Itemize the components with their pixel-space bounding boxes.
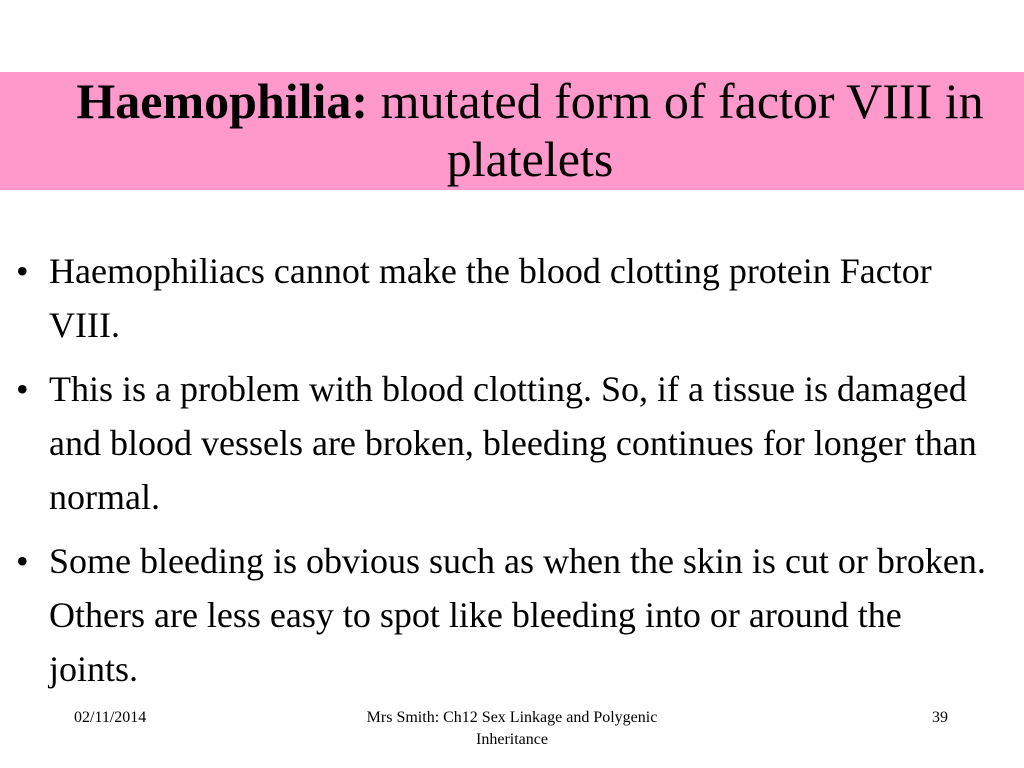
bullet-text-1: Haemophiliacs cannot make the blood clotting protein Factor VIII. (49, 251, 932, 345)
bullet-icon: • (16, 541, 29, 581)
bullet-icon: • (16, 369, 29, 409)
slide-title (0, 72, 1024, 188)
bullet-text-2: This is a problem with blood clotting. So, if a tissue is damaged and blood vessels are broken, bleeding continues for longer than normal. (49, 369, 977, 517)
bullet-item-3 (16, 534, 996, 696)
bullet-text-3: Some bleeding is obvious such as when the skin is cut or broken. Others are less easy to spot like bleeding into or around the joints. (49, 541, 986, 689)
bullet-item-1 (16, 244, 996, 352)
title-description: mutated form of factor VIII in platelets (368, 73, 984, 187)
footer-text: Mrs Smith: Ch12 Sex Linkage and Polygenic Inheritance (366, 709, 658, 748)
bullet-icon: • (16, 251, 29, 291)
title-bold-term: Haemophilia: (76, 73, 369, 129)
bullet-item-2 (16, 362, 996, 524)
footer-page-number: 39 (932, 709, 948, 726)
footer-date: 02/11/2014 (74, 709, 147, 726)
bullet-list (16, 244, 996, 706)
